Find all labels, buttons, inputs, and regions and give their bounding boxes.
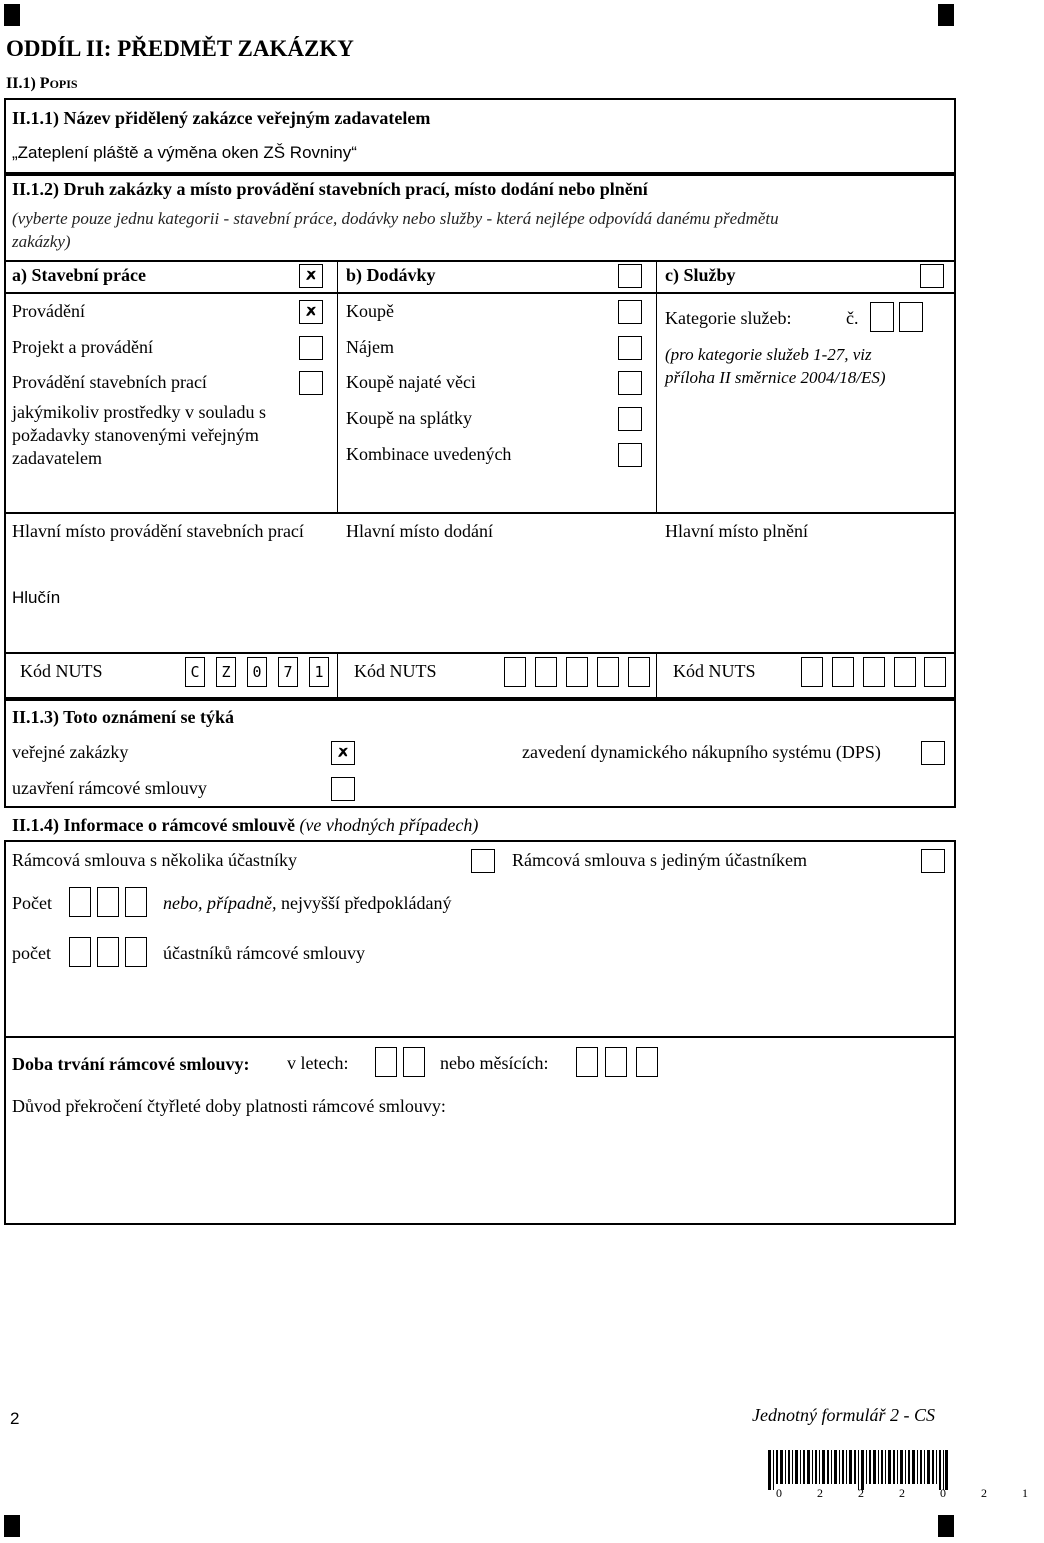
dps-checkbox[interactable]	[921, 741, 945, 765]
col-a-extra-line: požadavky stanovenými veřejným	[12, 425, 259, 445]
popis-rest: OPIS	[49, 77, 78, 91]
service-category-label: Kategorie služeb:	[665, 308, 792, 328]
pocet-cell[interactable]	[69, 887, 91, 917]
s112-heading: II.1.2) Druh zakázky a místo provádění stavebních prací, místo dodání nebo plnění	[12, 179, 648, 199]
s112-grid-line	[656, 260, 657, 512]
s112-grid-line	[656, 652, 657, 699]
nuts-a-cell[interactable]: C	[185, 657, 205, 687]
barcode	[768, 1450, 948, 1490]
dps-label: zavedení dynamického nákupního systému (DPS)	[522, 742, 881, 762]
nuts-b-cell[interactable]	[597, 657, 619, 687]
nuts-b-cell[interactable]	[628, 657, 650, 687]
months-cell[interactable]	[576, 1047, 598, 1077]
nuts-b-cell[interactable]	[504, 657, 526, 687]
s114-heading-text: II.1.4) Informace o rámcové smlouvě	[12, 815, 295, 835]
nuts-a-cell[interactable]: Z	[216, 657, 236, 687]
col-a-extra-line: jakýmikoliv prostředky v souladu s	[12, 402, 266, 422]
nuts-c-cell[interactable]	[924, 657, 946, 687]
col-a-option-checkbox[interactable]	[299, 336, 323, 360]
col-b-option-label: Koupě	[346, 301, 394, 321]
framework-checkbox[interactable]	[331, 777, 355, 801]
col-a-option-checkbox[interactable]: 🗶	[299, 300, 323, 324]
nuts-c-cell[interactable]	[863, 657, 885, 687]
nuts-b-cell[interactable]	[535, 657, 557, 687]
popis-prefix: II.1) P	[6, 75, 50, 92]
s114-heading-note: (ve vhodných případech)	[299, 815, 479, 835]
pocet-max-cell[interactable]	[69, 937, 91, 967]
service-category-note-line: příloha II směrnice 2004/18/ES)	[665, 368, 886, 387]
s112-grid-line	[4, 652, 956, 654]
s112-grid-line	[4, 292, 956, 294]
place-a-label: Hlavní místo provádění stavebních prací	[12, 521, 304, 541]
public-contract-label: veřejné zakázky	[12, 742, 129, 762]
form-name: Jednotný formulář 2 - CS	[752, 1405, 935, 1425]
nuts-a-cell[interactable]: 1	[309, 657, 329, 687]
s112-grid-line	[4, 512, 956, 514]
section-title: ODDÍL II: PŘEDMĚT ZAKÁZKY	[6, 36, 354, 61]
nuts-c-cell[interactable]	[832, 657, 854, 687]
service-category-digit-cell[interactable]	[899, 302, 923, 332]
pocet-max-cell[interactable]	[97, 937, 119, 967]
years-cell[interactable]	[375, 1047, 397, 1077]
s113-heading: II.1.3) Toto oznámení se týká	[12, 707, 235, 727]
participants-label: účastníků rámcové smlouvy	[163, 943, 365, 963]
public-contract-checkbox[interactable]: 🗶	[331, 741, 355, 765]
col-a-option-checkbox[interactable]	[299, 371, 323, 395]
col-c-header: c) Služby	[665, 265, 736, 285]
col-b-option-label: Nájem	[346, 337, 394, 357]
corner-marker-top-right	[938, 4, 954, 26]
nuts-c-label: Kód NUTS	[673, 661, 756, 681]
single-participant-checkbox[interactable]	[921, 849, 945, 873]
nuts-b-cell[interactable]	[566, 657, 588, 687]
col-c-header-checkbox[interactable]	[920, 264, 944, 288]
contract-name-field[interactable]: „Zateplení pláště a výměna oken ZŠ Rovniny“	[12, 143, 357, 162]
col-a-option-label: Projekt a provádění	[12, 337, 153, 357]
nuts-a-cell[interactable]: 7	[278, 657, 298, 687]
years-label: v letech:	[287, 1053, 349, 1073]
col-b-option-label: Koupě najaté věci	[346, 372, 476, 392]
col-b-option-checkbox[interactable]	[618, 443, 642, 467]
service-category-no-label: č.	[846, 308, 859, 328]
years-cell[interactable]	[403, 1047, 425, 1077]
col-a-option-label: Provádění	[12, 301, 85, 321]
s112-grid-line	[337, 260, 338, 512]
pocet-label: Počet	[12, 893, 52, 913]
multi-participants-checkbox[interactable]	[471, 849, 495, 873]
col-b-option-label: Koupě na splátky	[346, 408, 472, 428]
pocet-cell[interactable]	[97, 887, 119, 917]
col-a-option-label: Provádění stavebních prací	[12, 372, 207, 392]
months-cell[interactable]	[605, 1047, 627, 1077]
nuts-c-cell[interactable]	[894, 657, 916, 687]
pocet-cell[interactable]	[125, 887, 147, 917]
col-b-header: b) Dodávky	[346, 265, 436, 285]
col-b-option-checkbox[interactable]	[618, 371, 642, 395]
max-expected-rest: nejvyšší předpokládaný	[280, 893, 452, 913]
framework-label: uzavření rámcové smlouvy	[12, 778, 207, 798]
page-number: 2	[10, 1409, 20, 1428]
col-b-header-checkbox[interactable]	[618, 264, 642, 288]
col-b-option-checkbox[interactable]	[618, 407, 642, 431]
nuts-a-label: Kód NUTS	[20, 661, 103, 681]
col-b-option-checkbox[interactable]	[618, 336, 642, 360]
pocet-max-label: počet	[12, 943, 51, 963]
col-b-option-label: Kombinace uvedených	[346, 444, 512, 464]
nuts-a-cell[interactable]: 0	[247, 657, 267, 687]
s114-heading	[12, 815, 478, 836]
max-expected-italic: nebo, případně,	[163, 893, 277, 913]
nuts-c-cell[interactable]	[801, 657, 823, 687]
multi-participants-label: Rámcová smlouva s několika účastníky	[12, 850, 297, 870]
duration-label: Doba trvání rámcové smlouvy:	[12, 1054, 250, 1074]
single-participant-label: Rámcová smlouva s jediným účastníkem	[512, 850, 807, 870]
place-value[interactable]: Hlučín	[12, 588, 61, 607]
corner-marker-bottom-left	[4, 1515, 20, 1537]
months-cell[interactable]	[636, 1047, 658, 1077]
s111-heading: II.1.1) Název přidělený zakázce veřejným zadavatelem	[12, 108, 431, 128]
service-category-digit-cell[interactable]	[870, 302, 894, 332]
pocet-max-cell[interactable]	[125, 937, 147, 967]
reason-label[interactable]: Důvod překročení čtyřleté doby platnosti rámcové smlouvy:	[12, 1096, 446, 1116]
place-b-label: Hlavní místo dodání	[346, 521, 493, 541]
months-label: nebo měsících:	[440, 1053, 549, 1073]
s112-note-line2: zakázky)	[12, 232, 71, 251]
col-a-header: a) Stavební práce	[12, 265, 146, 285]
barcode-text: 0 2 2 2 0 2 1	[776, 1486, 1044, 1500]
s112-note-line1: (vyberte pouze jednu kategorii - stavební práce, dodávky nebo služby - která nejlépe odpovídá danému předmětu	[12, 209, 779, 228]
place-c-label: Hlavní místo plnění	[665, 521, 808, 541]
s114-grid-line	[4, 1036, 956, 1038]
corner-marker-top-left	[4, 4, 20, 26]
col-b-option-checkbox[interactable]	[618, 300, 642, 324]
popis-heading	[6, 75, 78, 93]
col-a-extra-line: zadavatelem	[12, 448, 102, 468]
s112-grid-line	[4, 260, 956, 262]
service-category-note-line: (pro kategorie služeb 1-27, viz	[665, 345, 872, 364]
corner-marker-bottom-right	[938, 1515, 954, 1537]
max-expected-label	[163, 893, 451, 914]
nuts-b-label: Kód NUTS	[354, 661, 437, 681]
s112-grid-line	[337, 652, 338, 699]
col-a-header-checkbox[interactable]: 🗶	[299, 264, 323, 288]
